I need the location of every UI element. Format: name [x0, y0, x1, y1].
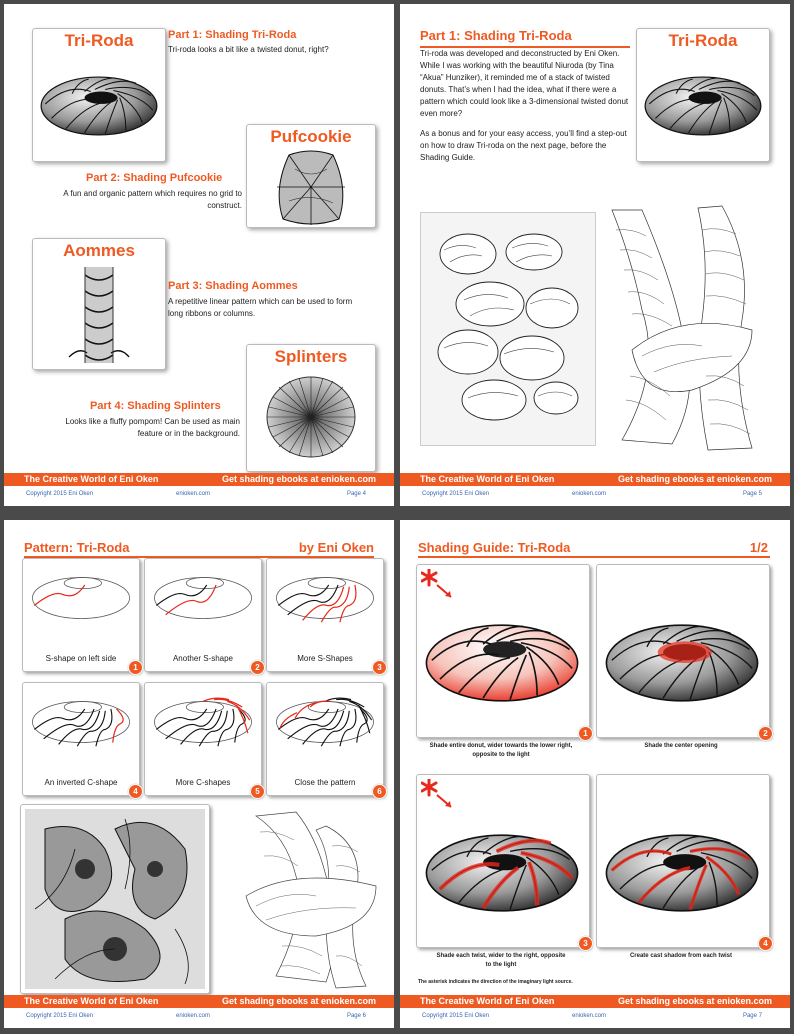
step-caption: Another S-shape — [172, 654, 234, 663]
step-number-badge: 1 — [128, 660, 143, 675]
step-drawing — [147, 687, 259, 757]
step-caption: Close the pattern — [294, 778, 356, 787]
tile-label: Splinters — [274, 347, 348, 366]
shaded-donut-step-3 — [421, 829, 583, 917]
light-direction-asterisk — [421, 779, 455, 811]
step-caption: More S-Shapes — [297, 654, 353, 663]
page-title: Part 1: Shading Tri-Roda — [420, 28, 572, 43]
tile-tri-roda — [32, 28, 166, 162]
footer-bar — [400, 473, 790, 486]
page-number: Page 5 — [742, 491, 762, 497]
shaded-donut-step-4 — [601, 829, 763, 917]
tile-tri-roda — [636, 28, 770, 162]
section-title: Part 3: Shading Aommes — [168, 280, 298, 292]
page-number: Page 4 — [346, 491, 366, 497]
tile-label: Pufcookie — [270, 127, 352, 146]
footer-bar — [400, 995, 790, 1008]
step-1 — [22, 558, 140, 672]
section-title: Part 4: Shading Splinters — [90, 400, 221, 412]
intro-paragraph: Tri-roda was developed and deconstructed by Eni Oken. While I was working with the beautiful Niuroda (by Tina “Akua” Hunziker), it reminded me of a stack of twisted donuts. That’s when I had the idea, what if there were a pattern which could look like a 3-dimensional twisted donut even more? — [420, 49, 629, 118]
tile-splinters — [246, 344, 376, 472]
footer-right[interactable]: Get shading ebooks at enioken.com — [221, 996, 376, 1006]
light-direction-asterisk — [421, 569, 455, 601]
tile-aommes — [32, 238, 166, 370]
pufcookie-illustration — [275, 149, 347, 225]
tile-label: Tri-Roda — [64, 31, 134, 50]
page-number: Page 7 — [742, 1013, 762, 1019]
title-underline — [418, 556, 770, 558]
shading-step-3 — [416, 774, 590, 948]
shaded-donut-step-1 — [421, 619, 583, 707]
step-caption: More C-shapes — [175, 778, 231, 787]
tile-label: Tri-Roda — [668, 31, 738, 50]
copyright: Copyright 2015 Eni Oken — [422, 491, 490, 497]
footer-right[interactable]: Get shading ebooks at enioken.com — [221, 474, 376, 484]
footer-left: The Creative World of Eni Oken — [420, 474, 555, 484]
step-number-badge: 3 — [372, 660, 387, 675]
tri-roda-illustration — [37, 71, 161, 141]
tile-label: Aommes — [63, 241, 135, 260]
step-drawing — [25, 563, 137, 633]
step-drawing — [269, 563, 381, 633]
section-desc: Looks like a fluffy pompom! Can be used as main feature or in the background. — [65, 417, 240, 438]
step-caption: Shade each twist, wider to the right, opposite to the light — [436, 953, 566, 968]
footer-meta — [400, 488, 790, 500]
footer-left: The Creative World of Eni Oken — [24, 474, 159, 484]
copyright: Copyright 2015 Eni Oken — [26, 1013, 94, 1019]
step-number-badge: 4 — [758, 936, 773, 951]
shading-step-2 — [596, 564, 770, 738]
page-title: Pattern: Tri-Roda — [24, 540, 130, 555]
page-5 — [400, 4, 790, 506]
section-desc: A repetitive linear pattern which can be used to form long ribbons or columns. — [168, 297, 353, 318]
copyright: Copyright 2015 Eni Oken — [26, 491, 94, 497]
footer-left: The Creative World of Eni Oken — [420, 996, 555, 1006]
step-caption: An inverted C-shape — [44, 778, 118, 787]
shading-step-1 — [416, 564, 590, 738]
site-link[interactable]: enioken.com — [176, 1013, 211, 1019]
page-6 — [4, 520, 394, 1028]
asterisk-note: The asterisk indicates the direction of the imaginary light source. — [418, 979, 573, 985]
footer-left: The Creative World of Eni Oken — [24, 996, 159, 1006]
footer-meta — [4, 488, 394, 500]
site-link[interactable]: enioken.com — [572, 1013, 607, 1019]
aommes-illustration — [59, 267, 139, 363]
step-number-badge: 3 — [578, 936, 593, 951]
step-3 — [266, 558, 384, 672]
step-2 — [144, 558, 262, 672]
footer-bar — [4, 995, 394, 1008]
step-4 — [22, 682, 140, 796]
footer-bar — [4, 473, 394, 486]
step-number-badge: 2 — [250, 660, 265, 675]
footer-right[interactable]: Get shading ebooks at enioken.com — [617, 996, 772, 1006]
twisted-column-drawing — [602, 200, 774, 456]
shaded-artwork-frame — [20, 804, 210, 994]
byline: by Eni Oken — [298, 540, 374, 555]
step-number-badge: 6 — [372, 784, 387, 799]
step-number-badge: 2 — [758, 726, 773, 741]
site-link[interactable]: enioken.com — [176, 491, 211, 497]
page-4 — [4, 4, 394, 506]
page-fraction: 1/2 — [749, 540, 768, 555]
step-drawing — [269, 687, 381, 757]
page-7 — [400, 520, 790, 1028]
step-caption: Shade the center opening — [644, 743, 718, 749]
step-drawing — [147, 563, 259, 633]
footer-meta — [400, 1010, 790, 1022]
step-caption: Create cast shadow from each twist — [629, 953, 733, 959]
step-number-badge: 5 — [250, 784, 265, 799]
bonus-paragraph: As a bonus and for your easy access, you’ll find a step-out on how to draw Tri-roda on the next page, before the Shading Guide. — [420, 129, 627, 162]
step-number-badge: 4 — [128, 784, 143, 799]
site-link[interactable]: enioken.com — [572, 491, 607, 497]
copyright: Copyright 2015 Eni Oken — [422, 1013, 490, 1019]
footer-meta — [4, 1010, 394, 1022]
splinters-illustration — [263, 373, 359, 461]
tile-pufcookie — [246, 124, 376, 228]
step-drawing — [25, 687, 137, 757]
step-caption: Shade entire donut, wider towards the lower right, opposite to the light — [429, 743, 573, 758]
shaded-tangle-artwork — [25, 809, 205, 989]
step-6 — [266, 682, 384, 796]
section-desc: A fun and organic pattern which requires no grid to construct. — [63, 189, 242, 210]
page-number: Page 6 — [346, 1013, 366, 1019]
shading-step-4 — [596, 774, 770, 948]
tri-roda-illustration — [641, 71, 765, 141]
section-title: Part 1: Shading Tri-Roda — [168, 29, 297, 41]
step-5 — [144, 682, 262, 796]
shaded-donut-step-2 — [601, 619, 763, 707]
line-tangle-artwork — [236, 806, 384, 992]
stacked-tri-roda-drawing — [420, 212, 596, 446]
section-title: Part 2: Shading Pufcookie — [86, 172, 223, 184]
section-desc: Tri-roda looks a bit like a twisted donut, right? — [168, 45, 329, 54]
step-caption: S-shape on left side — [45, 654, 117, 663]
page-title: Shading Guide: Tri-Roda — [418, 540, 571, 555]
step-number-badge: 1 — [578, 726, 593, 741]
footer-right[interactable]: Get shading ebooks at enioken.com — [617, 474, 772, 484]
